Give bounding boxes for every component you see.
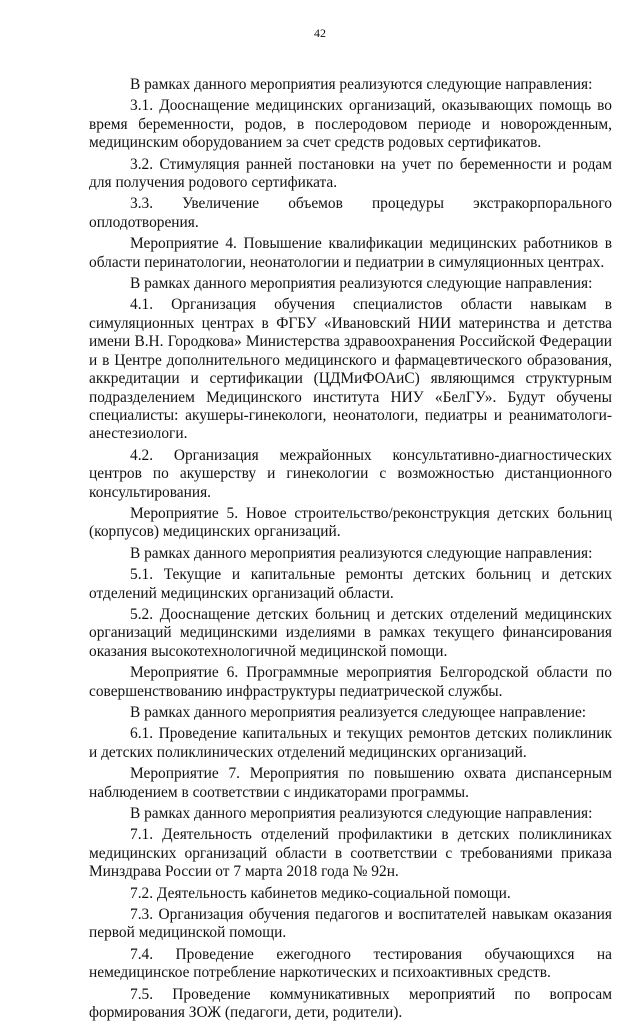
- page-number: 42: [314, 26, 326, 40]
- paragraph-intro-6: В рамках данного мероприятия реализуется следующее направление:: [130, 704, 587, 721]
- paragraph-4-2: 4.2. Организация межрайонных консультативно-диагностических центров по акушерству и гинекологии с возможностью дистанционного консультирования.: [89, 446, 612, 501]
- paragraph-intro-3: В рамках данного мероприятия реализуются следующие направления:: [130, 76, 593, 93]
- paragraph-measure-6: Мероприятие 6. Программные мероприятия Белгородской области по совершенствованию инфраструктуры педиатрической службы.: [89, 664, 612, 700]
- paragraph-7-1: 7.1. Деятельность отделений профилактики в детских поликлиниках медицинских организаций области в соответствии с требованиями приказа Минздрава России от 7 марта 2018 года № 92н.: [89, 826, 612, 881]
- paragraph-7-4: 7.4. Проведение ежегодного тестирования обучающихся на немедицинское потребление наркотических и психоактивных средств.: [89, 945, 612, 982]
- paragraph-measure-7: Мероприятие 7. Мероприятия по повышению охвата диспансерным наблюдением в соответствии с индикаторами программы.: [89, 765, 612, 801]
- paragraph-intro-7: В рамках данного мероприятия реализуются следующие направления:: [130, 805, 593, 823]
- paragraph-3-1: 3.1. Дооснащение медицинских организаций, оказывающих помощь во время беременности, родов, в послеродовом периоде и новорожденным, медицинским оборудованием за счет средств родовых сертификатов.: [89, 97, 612, 152]
- paragraph-3-3: 3.3. Увеличение объемов процедуры экстракорпорального оплодотворения.: [89, 195, 612, 231]
- paragraph-4-1: 4.1. Организация обучения специалистов области навыкам в симуляционных центрах в ФГБУ «Ивановский НИИ материнства и детства имени В.Н. Городкова» Министерства здравоохранения Российской Федерации и в Центре дополнительного медицинского и фармацевтического образования, аккредитации и сертификации (ЦДМиФОАиС) являющимся структурным подразделением Медицинского института НИУ «БелГУ». Будут обучены специалисты: акушеры-гинекологи, неонатологи, педиатры и реаниматологи-анестезиологи.: [89, 296, 612, 443]
- paragraph-5-1: 5.1. Текущие и капитальные ремонты детских больниц и детских отделений медицинских организаций области.: [89, 566, 612, 602]
- document-body: [89, 76, 612, 1026]
- paragraph-7-2: 7.2. Деятельность кабинетов медико-социальной помощи.: [130, 884, 511, 902]
- paragraph-7-3: 7.3. Организация обучения педагогов и воспитателей навыкам оказания первой медицинской помощи.: [89, 906, 612, 942]
- paragraph-7-5: 7.5. Проведение коммуникативных мероприятий по вопросам формирования ЗОЖ (педагоги, дети, родители).: [89, 985, 612, 1022]
- paragraph-measure-4: Мероприятие 4. Повышение квалификации медицинских работников в области перинатологии, неонатологии и педиатрии в симуляционных центрах.: [89, 235, 612, 271]
- paragraph-intro-4: В рамках данного мероприятия реализуются следующие направления:: [130, 275, 593, 293]
- paragraph-5-2: 5.2. Дооснащение детских больниц и детских отделений медицинских организаций медицинскими изделиями в рамках текущего финансирования оказания высокотехнологичной медицинской помощи.: [89, 605, 612, 660]
- paragraph-intro-5: В рамках данного мероприятия реализуются следующие направления:: [130, 544, 593, 562]
- paragraph-3-2: 3.2. Стимуляция ранней постановки на учет по беременности и родам для получения родового сертификата.: [89, 155, 612, 192]
- paragraph-6-1: 6.1. Проведение капитальных и текущих ремонтов детских поликлиник и детских поликлинических отделений медицинских организаций.: [89, 725, 612, 761]
- paragraph-measure-5: Мероприятие 5. Новое строительство/реконструкция детских больниц (корпусов) медицинских организаций.: [89, 504, 612, 541]
